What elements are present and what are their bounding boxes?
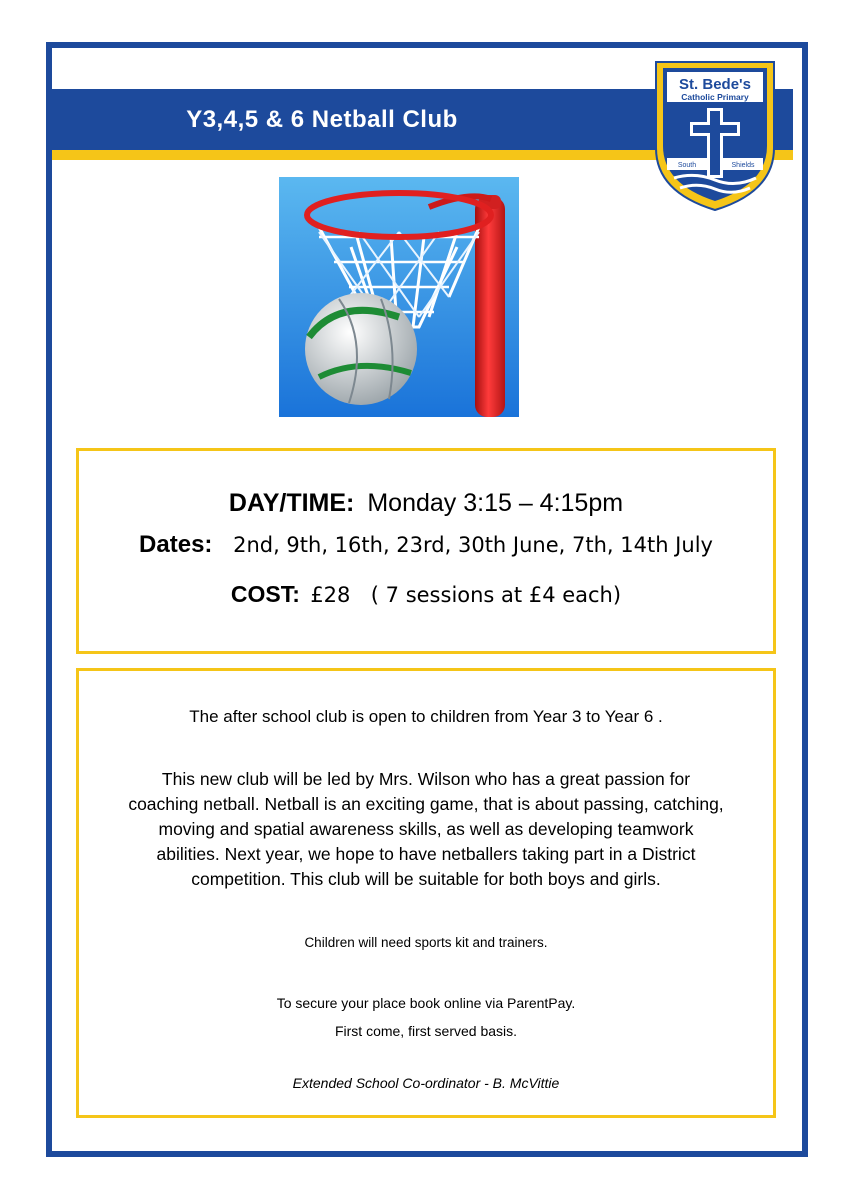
description-line: This new club will be led by Mrs. Wilson who has a great passion for — [161, 769, 691, 789]
kit-note: Children will need sports kit and trainers. — [304, 935, 548, 950]
day-time-value: Monday 3:15 – 4:15pm — [367, 489, 624, 517]
dates-value: 2nd, 9th, 16th, 23rd, 30th June, 7th, 14th July — [233, 533, 713, 557]
club-description-box — [76, 668, 776, 1118]
crest-bottom-right-text: Shields — [731, 162, 755, 169]
cost-note: ( 7 sessions at £4 each) — [370, 583, 622, 607]
booking-instruction: To secure your place book online via ParentPay. — [276, 995, 576, 1011]
crest-subtitle: Catholic Primary — [681, 92, 749, 102]
school-crest-logo — [650, 56, 780, 214]
dates-label: Dates: — [139, 531, 213, 558]
page-title: Y3,4,5 & 6 Netball Club — [186, 106, 458, 133]
netball-hoop-illustration — [279, 177, 519, 417]
description-line: moving and spatial awareness skills, as well as developing teamwork — [158, 819, 694, 839]
event-details-box — [76, 448, 776, 654]
day-time-label: DAY/TIME: — [228, 489, 355, 517]
cost-label: COST: — [230, 581, 300, 607]
intro-text: The after school club is open to children from Year 3 to Year 6 . — [189, 707, 663, 726]
cost-line — [79, 581, 773, 608]
description-line: coaching netball. Netball is an exciting game, that is about passing, catching, — [128, 794, 724, 814]
crest-top-text: St. Bede's — [679, 76, 751, 93]
booking-basis: First come, first served basis. — [334, 1023, 518, 1039]
description-line: abilities. Next year, we hope to have netballers taking part in a District — [156, 844, 696, 864]
cost-value: £28 — [310, 583, 351, 607]
description-paragraph — [79, 767, 773, 892]
description-line: competition. This club will be suitable for both boys and girls. — [191, 869, 661, 889]
dates-line — [79, 531, 773, 559]
coordinator-signature: Extended School Co-ordinator - B. McVittie — [292, 1075, 560, 1091]
day-time-line — [79, 489, 773, 518]
crest-bottom-left-text: South — [677, 162, 697, 169]
